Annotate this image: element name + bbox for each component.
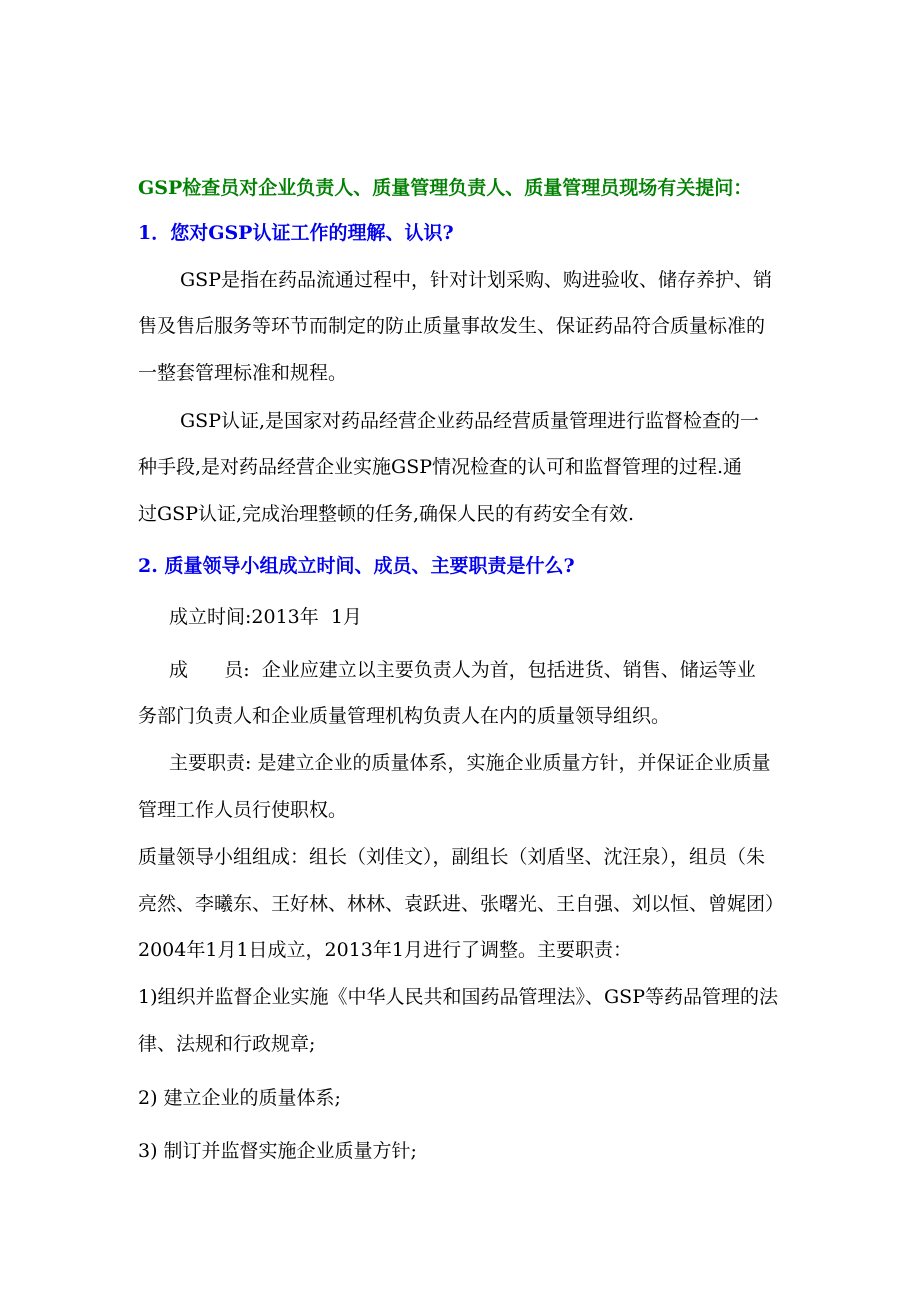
- item-1-line-2: 律、法规和行政规章;: [138, 1033, 316, 1055]
- paragraph-1-line-2: 售及售后服务等环节而制定的防止质量事故发生、保证药品符合质量标准的: [138, 315, 766, 337]
- members-line-1: 成 员: 企业应建立以主要负责人为首，包括进货、销售、储运等业: [169, 659, 756, 681]
- paragraph-2-line-1: GSP认证,是国家对药品经营企业药品经营质量管理进行监督检查的一: [180, 410, 760, 432]
- paragraph-1-line-1: GSP是指在药品流通过程中，针对计划采购、购进验收、储存养护、销: [180, 269, 772, 291]
- composition-line-2: 亮然、李曦东、王好林、林林、袁跃进、张曙光、王自强、刘以恒、曾娓团）: [138, 893, 785, 915]
- document-title: GSP检查员对企业负责人、质量管理负责人、质量管理员现场有关提问：: [138, 177, 753, 199]
- founded-time: 成立时间:2013年 1月: [169, 606, 362, 628]
- duties-line-1: 主要职责: 是建立企业的质量体系，实施企业质量方针，并保证企业质量: [169, 752, 771, 774]
- composition-line-3: 2004年1月1日成立，2013年1月进行了调整。主要职责：: [138, 939, 632, 961]
- item-1-line-1: 1)组织并监督企业实施《中华人民共和国药品管理法》、GSP等药品管理的法: [138, 986, 778, 1008]
- question-2: 2. 质量领导小组成立时间、成员、主要职责是什么?: [138, 555, 575, 577]
- item-3: 3) 制订并监督实施企业质量方针;: [138, 1140, 417, 1162]
- duties-line-2: 管理工作人员行使职权。: [138, 799, 348, 821]
- paragraph-2-line-2: 种手段,是对药品经营企业实施GSP情况检查的认可和监督管理的过程.通: [138, 456, 743, 478]
- members-line-2: 务部门负责人和企业质量管理机构负责人在内的质量领导组织。: [138, 705, 671, 727]
- paragraph-2-line-3: 过GSP认证,完成治理整顿的任务,确保人民的有药安全有效.: [138, 503, 635, 525]
- question-1: 1．您对GSP认证工作的理解、认识?: [138, 222, 454, 244]
- item-2: 2) 建立企业的质量体系;: [138, 1087, 341, 1109]
- composition-line-1: 质量领导小组组成：组长（刘佳文），副组长（刘盾坚、沈汪泉），组员（朱: [138, 846, 766, 868]
- paragraph-1-line-3: 一整套管理标准和规程。: [138, 362, 348, 384]
